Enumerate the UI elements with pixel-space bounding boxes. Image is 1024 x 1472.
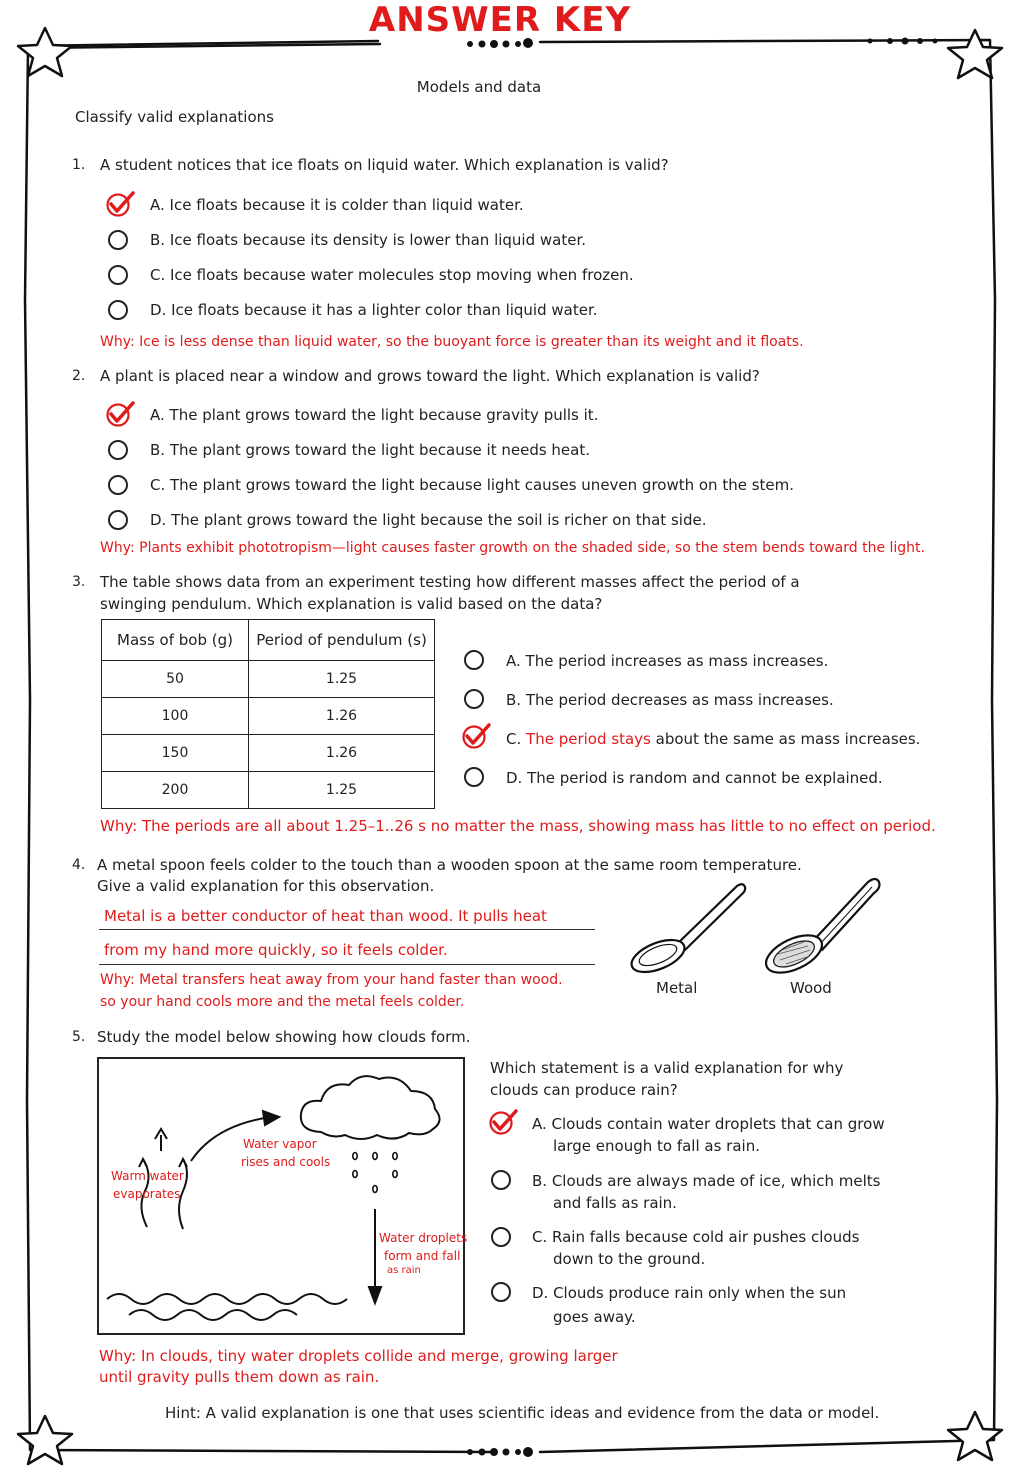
q4-why-line2: so your hand cools more and the metal feels colder. <box>100 994 465 1010</box>
table-cell: 1.26 <box>249 735 435 772</box>
q1-option-a: A. Ice floats because it is colder than liquid water. <box>150 196 524 214</box>
q5-option-a-line1: A. Clouds contain water droplets that can grow <box>532 1115 885 1133</box>
q5-option-b-line2: and falls as rain. <box>553 1194 677 1212</box>
q5-radio-d[interactable] <box>491 1282 511 1302</box>
q1-radio-c[interactable] <box>108 265 128 285</box>
q5-prompt: Study the model below showing how clouds form. <box>97 1028 471 1046</box>
q5-option-c-line1: C. Rain falls because cold air pushes clouds <box>532 1228 860 1246</box>
q3-radio-a[interactable] <box>464 650 484 670</box>
q5-option-b-line1: B. Clouds are always made of ice, which melts <box>532 1172 881 1190</box>
q2-option-a: A. The plant grows toward the light because gravity pulls it. <box>150 406 599 424</box>
cloud-formation-diagram <box>97 1057 468 1335</box>
cloud-icon <box>301 1076 440 1139</box>
q3-option-c <box>506 730 920 748</box>
q2-option-c: C. The plant grows toward the light because light causes uneven growth on the stem. <box>150 476 795 494</box>
q2-radio-c[interactable] <box>108 475 128 495</box>
drops-label-line1: Water droplets <box>379 1231 468 1245</box>
drops-label-line3: as rain <box>387 1265 421 1276</box>
q3-option-d: D. The period is random and cannot be explained. <box>506 769 883 787</box>
q5-option-a-line2: large enough to fall as rain. <box>553 1137 760 1155</box>
q3-why: Why: The periods are all about 1.25–1..26 s no matter the mass, showing mass has little to no effect on period. <box>100 817 936 835</box>
table-cell: 200 <box>102 772 249 809</box>
q3-option-a: A. The period increases as mass increases. <box>506 652 829 670</box>
rain-arrow-icon <box>369 1209 381 1303</box>
q2-why: Why: Plants exhibit phototropism—light causes faster growth on the shaded side, so the stem bends toward the light. <box>100 540 925 556</box>
table-cell: 1.26 <box>249 698 435 735</box>
table-cell: 1.25 <box>249 661 435 698</box>
q1-why: Why: Ice is less dense than liquid water, so the buoyant force is greater than its weight and it floats. <box>100 334 804 350</box>
q5-number: 5. <box>72 1029 86 1045</box>
q2-radio-b[interactable] <box>108 440 128 460</box>
q3-prompt-line1: The table shows data from an experiment testing how different masses affect the period of a <box>100 573 800 591</box>
q5-option-c-line2: down to the ground. <box>553 1250 706 1268</box>
answer-key-title: ANSWER KEY <box>368 0 632 40</box>
warm-label-line1: Warm water <box>111 1169 184 1183</box>
q1-radio-b[interactable] <box>108 230 128 250</box>
table-header-period: Period of pendulum (s) <box>249 620 435 661</box>
q2-option-d: D. The plant grows toward the light because the soil is richer on that side. <box>150 511 707 529</box>
q5-option-d-line1: D. Clouds produce rain only when the sun <box>532 1284 847 1302</box>
q3-number: 3. <box>72 574 86 590</box>
table-cell: 150 <box>102 735 249 772</box>
table-cell: 50 <box>102 661 249 698</box>
vapor-label-line2: rises and cools <box>241 1155 331 1169</box>
section-heading: Classify valid explanations <box>75 108 274 126</box>
q2-option-b: B. The plant grows toward the light because it needs heat. <box>150 441 590 459</box>
q3-option-b: B. The period decreases as mass increases. <box>506 691 834 709</box>
q3-option-c-letter: C. <box>506 730 522 748</box>
q2-radio-d[interactable] <box>108 510 128 530</box>
q5-radio-b[interactable] <box>491 1170 511 1190</box>
metal-spoon-icon <box>622 872 752 977</box>
wooden-spoon-icon <box>760 872 890 977</box>
raindrop-icons <box>353 1153 397 1193</box>
q2-number: 2. <box>72 368 86 384</box>
q3-radio-d[interactable] <box>464 767 484 787</box>
page-title: Models and data <box>416 78 542 96</box>
drops-label-line2: form and fall <box>384 1249 461 1263</box>
q1-option-b: B. Ice floats because its density is lower than liquid water. <box>150 231 587 249</box>
pendulum-table <box>101 619 435 809</box>
q5-question-line2: clouds can produce rain? <box>490 1081 678 1099</box>
q5-radio-c[interactable] <box>491 1227 511 1247</box>
q1-option-c: C. Ice floats because water molecules stop moving when frozen. <box>150 266 634 284</box>
q4-answer-line1: Metal is a better conductor of heat than wood. It pulls heat <box>104 907 547 925</box>
answer-rule <box>99 929 595 930</box>
q1-number: 1. <box>72 157 86 173</box>
answer-rule <box>99 964 595 965</box>
q1-option-d: D. Ice floats because it has a lighter color than liquid water. <box>150 301 598 319</box>
q3-radio-b[interactable] <box>464 689 484 709</box>
warm-label-line2: evaporates <box>113 1187 181 1201</box>
q5-why-line2: until gravity pulls them down as rain. <box>99 1368 380 1386</box>
q5-checked-icon <box>487 1108 519 1136</box>
q4-prompt-line1: A metal spoon feels colder to the touch than a wooden spoon at the same room temperature. <box>97 856 802 874</box>
q5-question-line1: Which statement is a valid explanation for why <box>490 1059 844 1077</box>
table-row <box>102 735 435 772</box>
table-header-row <box>102 620 435 661</box>
table-row <box>102 698 435 735</box>
q5-option-d-line2: goes away. <box>553 1308 636 1326</box>
q5-why-line1: Why: In clouds, tiny water droplets collide and merge, growing larger <box>99 1347 618 1365</box>
table-row <box>102 772 435 809</box>
q4-number: 4. <box>72 857 86 873</box>
table-cell: 100 <box>102 698 249 735</box>
q1-checked-icon <box>104 190 136 218</box>
q2-checked-icon <box>104 400 136 428</box>
wood-label: Wood <box>790 979 832 997</box>
q2-prompt: A plant is placed near a window and grows toward the light. Which explanation is valid? <box>100 367 760 385</box>
table-header-mass: Mass of bob (g) <box>102 620 249 661</box>
table-cell: 1.25 <box>249 772 435 809</box>
q1-prompt: A student notices that ice floats on liquid water. Which explanation is valid? <box>100 156 669 174</box>
table-row <box>102 661 435 698</box>
q4-answer-line2: from my hand more quickly, so it feels colder. <box>104 941 448 959</box>
metal-label: Metal <box>656 979 698 997</box>
q4-prompt-line2: Give a valid explanation for this observation. <box>97 877 435 895</box>
hint-text: Hint: A valid explanation is one that uses scientific ideas and evidence from the data or model. <box>165 1404 880 1422</box>
q1-radio-d[interactable] <box>108 300 128 320</box>
q3-prompt-line2: swinging pendulum. Which explanation is valid based on the data? <box>100 595 603 613</box>
q3-option-c-highlight: The period stays <box>526 730 651 748</box>
q4-why-line1: Why: Metal transfers heat away from your hand faster than wood. <box>100 972 563 988</box>
q3-checked-icon <box>460 722 492 750</box>
vapor-label-line1: Water vapor <box>243 1137 317 1151</box>
q3-option-c-rest: about the same as mass increases. <box>655 730 921 748</box>
